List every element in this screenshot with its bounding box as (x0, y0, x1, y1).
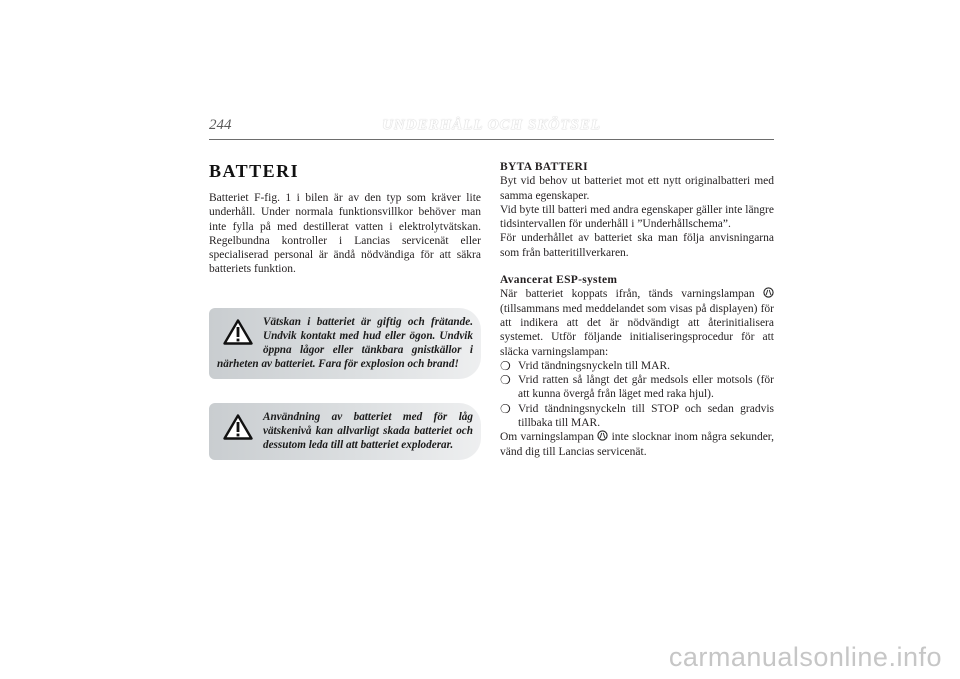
initialization-steps (500, 359, 774, 430)
section-title: UNDERHÅLL OCH SKÖTSEL (382, 117, 601, 133)
replace-battery-paragraph-3: För underhållet av batteriet ska man följa anvisningarna som från batteritillverkaren. (500, 232, 774, 259)
warning-box-low-level (209, 403, 481, 460)
replace-battery-paragraph-1: Byt vid behov ut batteriet mot ett nytt originalbatteri med samma egenskaper. (500, 175, 774, 202)
list-item (500, 373, 774, 402)
esp-text-after-icon: inte slocknar inom några sekunder, vänd dig till Lancias servicenät. (500, 431, 775, 458)
right-column (500, 160, 774, 459)
replace-battery-paragraph-2: Vid byte till batteri med andra egenskaper gäller inte längre tidsintervallen för underhåll i ”Underhållschema”. (500, 203, 774, 231)
site-watermark: carmanualsonline.info (668, 642, 942, 672)
esp-text-after-icon: (tillsammans med meddelandet som visas på displayen) för att indikera att det är nödvändigt att återinitialisera systemet. Utför följande initialiseringsprocedur för att släcka varningslampan: (500, 302, 774, 358)
esp-paragraph-2 (500, 430, 774, 459)
bullet-icon: ❍ (500, 358, 511, 373)
esp-text-before-icon: Om varningslampan (500, 431, 594, 444)
warning-text-acid: Vätskan i batteriet är giftig och frätande. Undvik kontakt med hud eller ögon. Undvik öppna lågor eller tänkbara gnistkällor i närheten av batteriet. Fara för explosion och brand! (217, 315, 473, 370)
replace-battery-heading: BYTA BATTERI (500, 161, 588, 173)
warning-triangle-icon (223, 414, 253, 440)
page-number: 244 (209, 117, 232, 133)
battery-intro-paragraph: Batteriet F-fig. 1 i bilen är av den typ som kräver lite underhåll. Under normala funktionsvillkor behöver man inte fylla på med destillerat vatten i elektrolytvätskan. Regelbundna kontroller i Lancias servicenät eller specialiserad personal är ändå nödvändiga för att säkra batteriets funktion. (209, 192, 481, 276)
battery-heading: BATTERI (209, 161, 300, 181)
esp-text-before-icon: När batteriet koppats ifrån, tänds varningslampan (500, 288, 755, 301)
header-divider (209, 139, 774, 140)
step-text: Vrid tändningsnyckeln till MAR. (518, 359, 670, 372)
page-header (209, 117, 774, 141)
list-item (500, 359, 774, 373)
step-text: Vrid ratten så långt det går medsols eller motsols (för att kunna övergå från läget med raka hjul). (518, 374, 774, 401)
left-column (209, 161, 481, 460)
esp-warning-lamp-icon (597, 430, 608, 441)
warning-triangle-icon (223, 319, 253, 345)
warning-text-low-level: Användning av batteriet med för låg vätskenivå kan allvarligt skada batteriet och dessutom leda till att batteriet exploderar. (263, 410, 473, 451)
list-item (500, 402, 774, 431)
bullet-icon: ❍ (500, 373, 511, 388)
esp-paragraph-1 (500, 287, 774, 358)
esp-heading: Avancerat ESP-system (500, 274, 618, 287)
esp-warning-lamp-icon (763, 287, 774, 298)
warning-box-acid (209, 308, 481, 379)
bullet-icon: ❍ (500, 401, 511, 416)
step-text: Vrid tändningsnyckeln till STOP och sedan gradvis tillbaka till MAR. (518, 402, 774, 430)
